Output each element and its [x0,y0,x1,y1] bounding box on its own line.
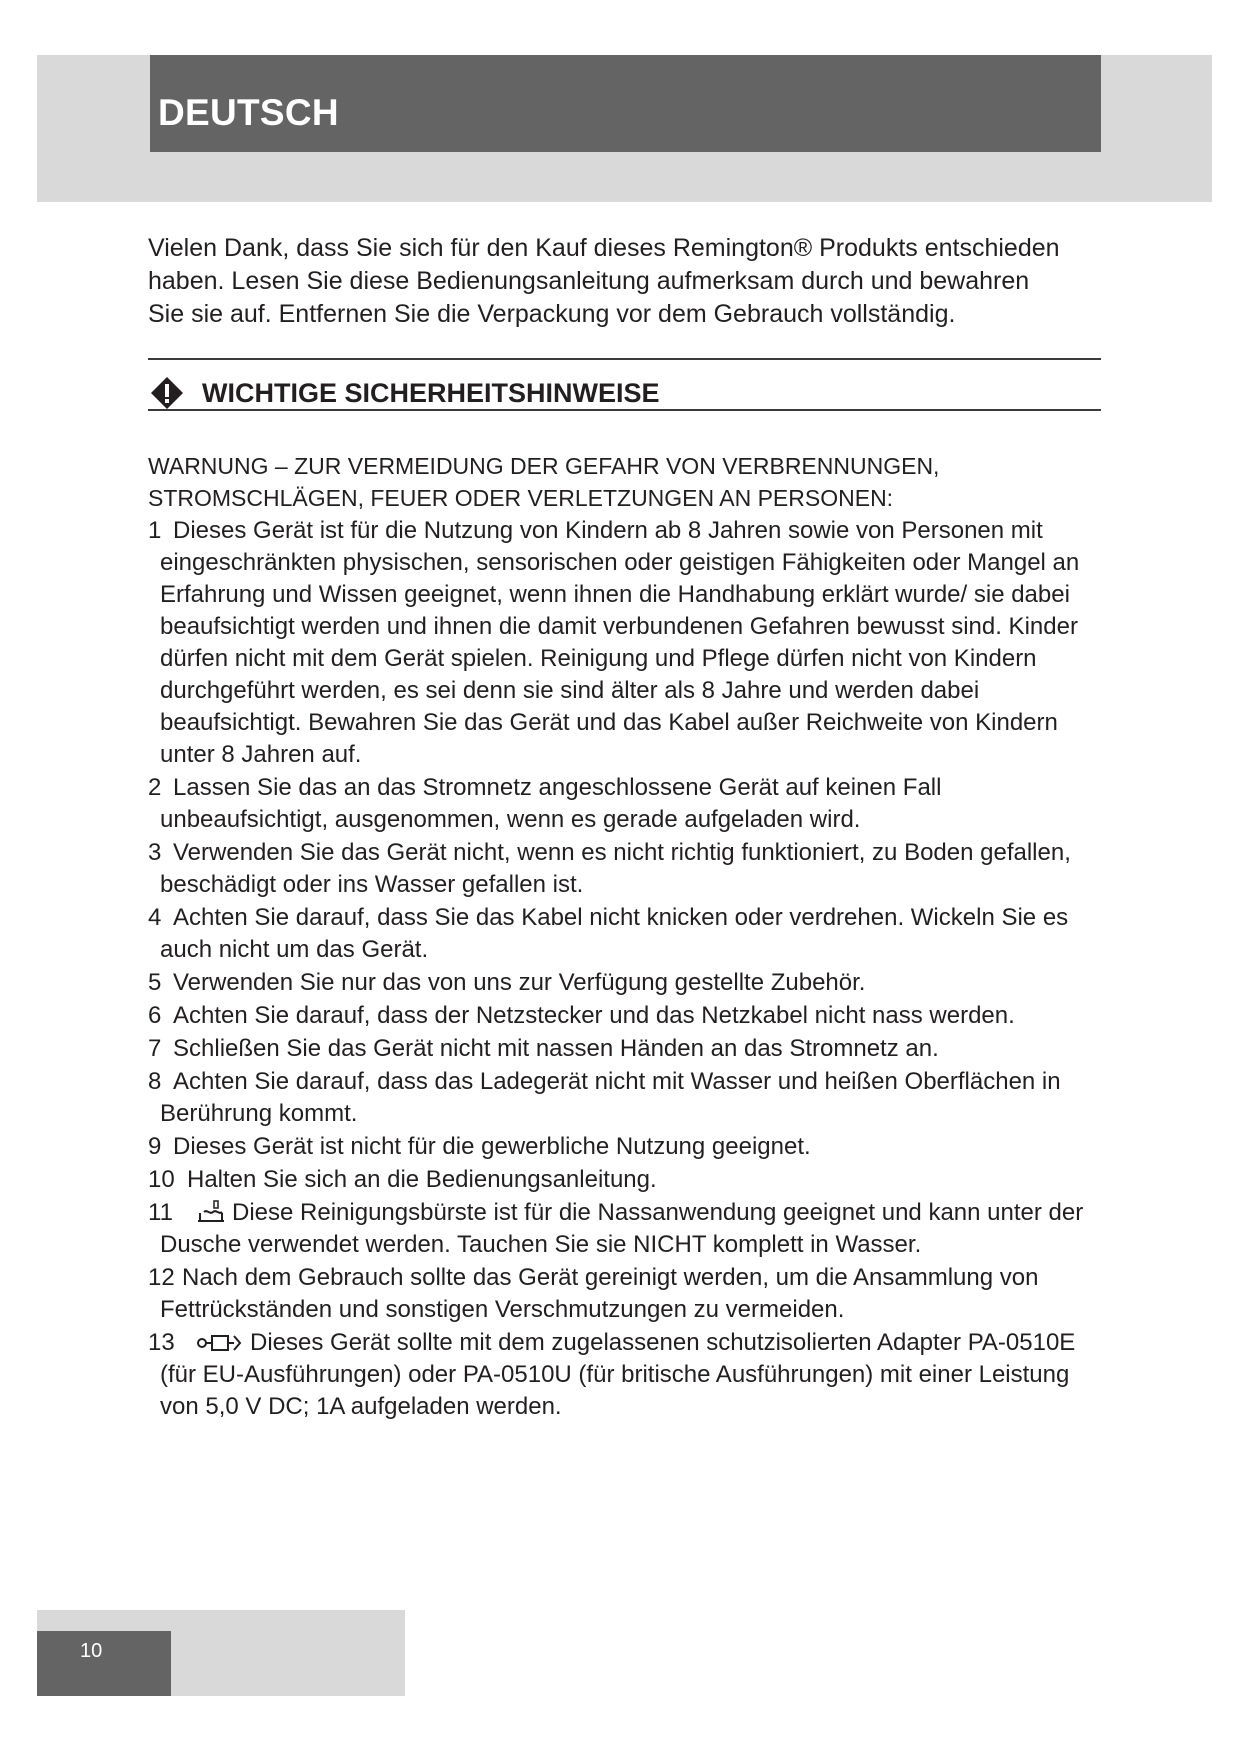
warning-line: WARNUNG – ZUR VERMEIDUNG DER GEFAHR VON VERBRENNUNGEN, [148,453,940,479]
list-item [148,902,1088,966]
item-text: Schließen Sie das Gerät nicht mit nassen Händen an das Stromnetz an. [173,1035,939,1062]
list-item [148,1164,1088,1196]
item-number: 6 [148,1002,162,1029]
intro-line: haben. Lesen Sie diese Bedienungsanleitung aufmerksam durch und bewahren [148,267,1030,295]
page-title: DEUTSCH [158,92,339,133]
item-text: Achten Sie darauf, dass der Netzstecker und das Netzkabel nicht nass werden. [173,1002,1015,1029]
item-text-wrapper [160,1327,1088,1423]
item-text: Achten Sie darauf, dass das Ladegerät nicht mit Wasser und heißen Oberflächen in Berührung kommt. [160,1068,1061,1127]
list-item [148,515,1088,771]
list-item [148,1033,1088,1065]
list-item [148,1197,1088,1261]
item-text: Halten Sie sich an die Bedienungsanleitung. [187,1166,657,1193]
item-text: Dieses Gerät ist für die Nutzung von Kindern ab 8 Jahren sowie von Personen mit eingeschränkten physischen, sensorischen oder geistigen Fähigkeiten oder Mangel an Erfahrung und Wissen geeignet, wenn ihnen die Handhabung erklärt wurde/ sie dabei beaufsichtigt werden und ihnen die damit verbundenen Gefahren bewusst sind. Kinder dürfen nicht mit dem Gerät spielen. Reinigung und Pflege dürfen nicht von Kindern durchgeführt werden, es sei denn sie sind älter als 8 Jahre und werden dabei beaufsichtigt. Bewahren Sie das Gerät und das Kabel außer Reichweite von Kindern unter 8 Jahren auf. [160,517,1080,768]
item-number: 5 [148,969,162,996]
list-item [148,1262,1088,1326]
list-item [148,1000,1088,1032]
item-text: Dieses Gerät sollte mit dem zugelassenen schutzisolierten Adapter PA-0510E (für EU-Ausführungen) oder PA-0510U (für britische Ausführungen) mit einer Leistung von 5,0 V DC; 1A aufgeladen werden. [160,1329,1076,1420]
list-item [148,1066,1088,1130]
item-number: 2 [148,774,162,801]
class-ii-adapter-icon [196,1333,244,1353]
item-number: 8 [148,1068,162,1095]
item-text: Achten Sie darauf, dass Sie das Kabel nicht knicken oder verdrehen. Wickeln Sie es auch nicht um das Gerät. [160,904,1069,963]
section-title: WICHTIGE SICHERHEITSHINWEISE [202,377,660,408]
item-number: 9 [148,1133,162,1160]
item-text: Dieses Gerät ist nicht für die gewerbliche Nutzung geeignet. [173,1133,811,1160]
intro-paragraph [148,232,1098,331]
item-number: 1 [148,517,162,544]
item-text: Diese Reinigungsbürste ist für die Nassanwendung geeignet und kann unter der Dusche verwendet werden. Tauchen Sie sie NICHT komplett in Wasser. [160,1199,1084,1258]
list-item [148,772,1088,836]
item-number: 4 [148,904,162,931]
item-number: 12 [148,1264,175,1291]
item-text: Lassen Sie das an das Stromnetz angeschlossene Gerät auf keinen Fall unbeaufsichtigt, ausgenommen, wenn es gerade aufgeladen wird. [160,774,942,833]
item-number: 7 [148,1035,162,1062]
warning-line: STROMSCHLÄGEN, FEUER ODER VERLETZUNGEN AN PERSONEN: [148,485,894,511]
list-item [148,1131,1088,1163]
section-rule-top [148,358,1101,360]
intro-line: Sie sie auf. Entfernen Sie die Verpackung vor dem Gebrauch vollständig. [148,300,956,328]
item-number: 10 [148,1166,175,1193]
page-number: 10 [80,1640,103,1662]
item-number: 3 [148,839,162,866]
item-text: Verwenden Sie nur das von uns zur Verfügung gestellte Zubehör. [173,969,866,996]
intro-line: Vielen Dank, dass Sie sich für den Kauf dieses Remington® Produkts entschieden [148,234,1060,262]
warning-text [148,450,939,514]
list-item [148,967,1088,999]
item-number: 11 [148,1199,173,1226]
list-item [148,1327,1088,1423]
list-item [148,837,1088,901]
item-text: Nach dem Gebrauch sollte das Gerät gereinigt werden, um die Ansammlung von Fettrückständen und sonstigen Verschmutzungen zu vermeiden. [160,1264,1039,1323]
shower-use-icon [196,1199,226,1223]
page-number-box [37,1631,171,1696]
section-rule-bottom [148,409,1101,411]
item-text: Verwenden Sie das Gerät nicht, wenn es nicht richtig funktioniert, zu Boden gefallen, beschädigt oder ins Wasser gefallen ist. [160,839,1071,898]
item-number: 13 [148,1329,175,1356]
warning-icon [150,376,184,410]
safety-list [148,515,1088,1424]
section-heading [150,376,660,410]
item-text-wrapper [160,1197,1088,1261]
